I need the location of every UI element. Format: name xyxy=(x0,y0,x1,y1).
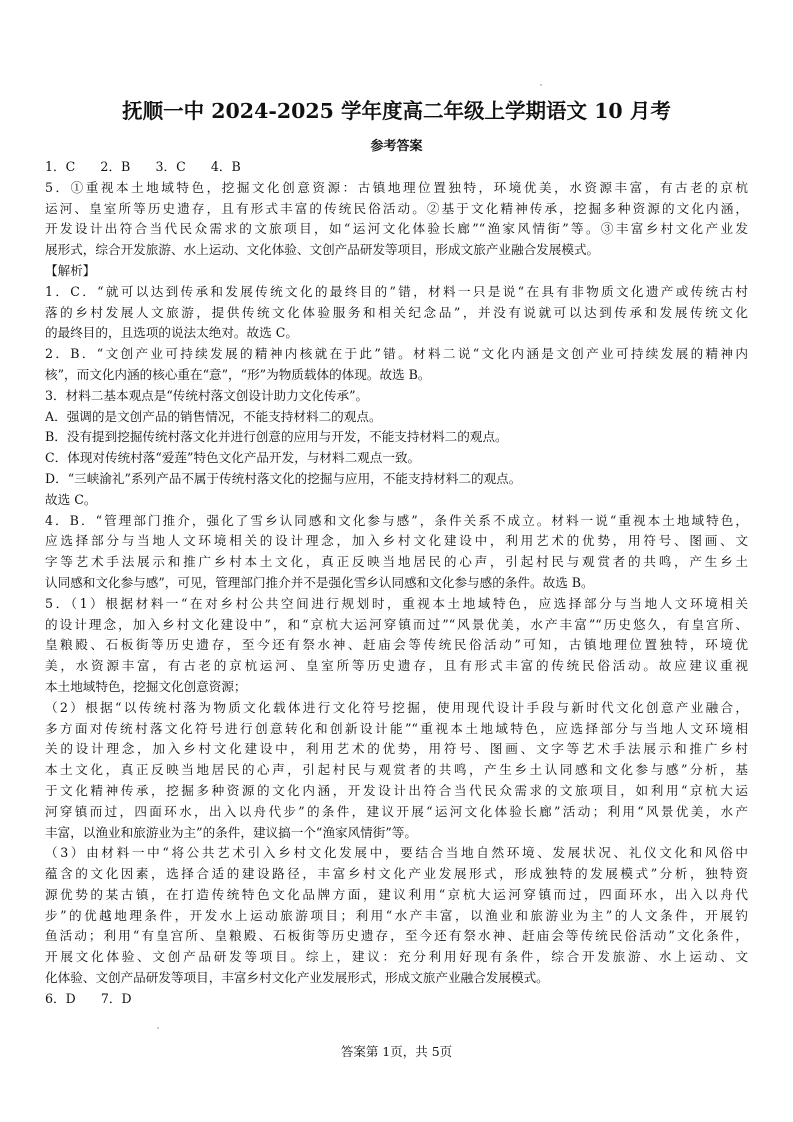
text-line: 运河、皇室所等历史遗存，且有形式丰富的传统民俗活动。②基于文化精神传承，挖掘多种资源的文化内涵， xyxy=(45,200,748,216)
text-line: 美，水资源丰富，有古老的京杭运河、皇室所等历史遗存，且有形式丰富的传统民俗活动。故应建议重视 xyxy=(45,658,748,674)
text-line: 化体验、文创产品研发等项目，丰富乡村文化产业发展形式，形成文旅产业融合发展模式。 xyxy=(45,970,549,986)
page-subtitle: 参考答案 xyxy=(370,139,423,154)
text-line: 的设计理念，加入乡村文化建设中”，和“京杭大运河穿镇而过”“风景优美，水产丰富”“历史悠久，有皇宫所、 xyxy=(45,616,748,632)
text-line: 展形式，综合开发旅游、水上运动、文化体验、文创产品研发等项目，形成文旅产业融合发展模式。 xyxy=(45,242,600,258)
text-line: （2）根据“以传统村落为物质文化载体进行文化符号挖掘，使用现代设计手段与新时代文化创意产业融合， xyxy=(45,699,748,715)
text-line: 开发设计出符合当代民众需求的文旅项目，如“运河文化体验长廊”“渔家风情街”等。③丰富乡村文化产业发 xyxy=(45,221,748,237)
text-line: 多方面对传统村落文化符号进行创意转化和创新设计能”“重视本土地域特色，应选择部分与当地人文环境相 xyxy=(45,720,748,736)
text-line: A．强调的是文创产品的销售情况，不能支持材料二的观点。 xyxy=(45,408,382,424)
text-line: 步”的优越地理条件，开发水上运动旅游项目；利用“水产丰富，以渔业和旅游业为主”的人文条件，开展钓 xyxy=(45,907,748,923)
text-line: 3．材料二基本观点是“传统村落文创设计助力文化传承”。 xyxy=(45,387,369,403)
text-line: 2．B．“文创产业可持续发展的精神内核就在于此”错。材料二说“文化内涵是文创产业可持续发展的精神内 xyxy=(45,346,748,362)
text-line: 6．D 7．D xyxy=(45,990,132,1006)
text-line: 字等艺术手法展示和推广乡村本土文化，真正反映当地居民的心声，引起村民与观赏者的共鸣，产生乡土 xyxy=(45,554,748,570)
text-line: 开展文化体验、文创产品研发等项目。综上，建议：充分利用好现有条件，综合开发旅游、水上运动、文 xyxy=(45,949,748,965)
text-line: 河穿镇而过，四面环水，出入以舟代步”的条件，建议开展“运河文化体验长廊”活动；利用“风景优美，水产 xyxy=(45,803,748,819)
text-line: C．体现对传统村落“爱莲”特色文化产品开发，与材料二观点一致。 xyxy=(45,450,421,466)
text-line: 1．C 2．B 3．C 4．B xyxy=(45,159,241,174)
text-line: D．“三峡渝礼”系列产品不属于传统村落文化的挖掘与应用，不能支持材料二的观点。 xyxy=(45,470,522,486)
text-line: 【解析】 xyxy=(45,262,96,278)
text-line: 5．（1）根据材料一“在对乡村公共空间进行规划时，重视本土地域特色，应选择部分与当地人文环境相关 xyxy=(45,595,748,611)
text-line: B．没有提到挖掘传统村落文化并进行创意的应用与开发，不能支持材料二的观点。 xyxy=(45,429,508,445)
text-line: 蕴含的文化因素，选择合适的建设路径，丰富乡村文化产业发展形式，形成独特的发展模式”分析，独特资 xyxy=(45,866,748,882)
text-line: 4．B．“管理部门推介，强化了雪乡认同感和文化参与感”，条件关系不成立。材料一说“重视本土地域特色， xyxy=(45,512,748,528)
answer-body xyxy=(45,157,748,1010)
page-footer: 答案第 1页，共 5页 xyxy=(340,1044,453,1059)
text-line: 皇粮殿、石板街等历史遗存，至今还有祭水神、赶庙会等传统民俗活动”可知，古镇地理位置独特，环境优 xyxy=(45,637,748,653)
text-line: 丰富，以渔业和旅游业为主”的条件，建议搞一个“渔家风情街”等。 xyxy=(45,824,417,840)
text-line: （3）由材料一中“将公共艺术引入乡村文化发展中，要结合当地自然环境、发展状况、礼仪文化和风俗中 xyxy=(45,845,748,861)
text-line: 5．①重视本土地域特色，挖掘文化创意资源：古镇地理位置独特，环境优美，水资源丰富，有古老的京杭 xyxy=(45,179,748,195)
text-line: 本土文化，真正反映当地居民的心声，引起村民与观赏者的共鸣，产生乡土认同感和文化参与感”分析，基 xyxy=(45,762,748,778)
scan-speck xyxy=(157,1027,159,1029)
text-line: 认同感和文化参与感”，可见，管理部门推介并不是强化雪乡认同感和文化参与感的条件。故选 B。 xyxy=(45,574,594,590)
text-line: 源优势的某古镇，在打造传统特色文化品牌方面，建议利用“京杭大运河穿镇而过，四面环水，出入以舟代 xyxy=(45,886,748,902)
text-line: 落的乡村发展人文旅游，提供传统文化体验服务和相关纪念品”，并没有说就可以达到传承和发展传统文化 xyxy=(45,304,748,320)
text-line: 应选择部分与当地人文环境相关的设计理念，加入乡村文化建设中，利用艺术的优势，用符号、图画、文 xyxy=(45,533,748,549)
scan-speck xyxy=(540,84,542,86)
text-line: 故选 C。 xyxy=(45,491,97,507)
text-line: 的最终目的，且选项的说法太绝对。故选 C。 xyxy=(45,325,298,341)
text-line: 核”，而文化内涵的核心重在“意”，“形”为物质载体的体现。故选 B。 xyxy=(45,366,431,382)
text-line: 鱼活动；利用“有皇宫所、皇粮殿、石板街等历史遗存，至今还有祭水神、赶庙会等传统民俗活动”文化条件， xyxy=(45,928,748,944)
text-line: 关的设计理念，加入乡村文化建设中，利用艺术的优势，用符号、图画、文字等艺术手法展示和推广乡村 xyxy=(45,741,748,757)
text-line: 1．C．“就可以达到传承和发展传统文化的最终目的”错，材料一只是说“在具有非物质文化遗产或传统古村 xyxy=(45,283,748,299)
text-line: 于文化精神传承，挖掘多种资源的文化内涵，开发设计出符合当代民众需求的文旅项目，如利用“京杭大运 xyxy=(45,782,748,798)
page-title: 抚顺一中 2024-2025 学年度高二年级上学期语文 10 月考 xyxy=(122,99,671,123)
text-line: 本土地域特色，挖掘文化创意资源； xyxy=(45,678,247,694)
